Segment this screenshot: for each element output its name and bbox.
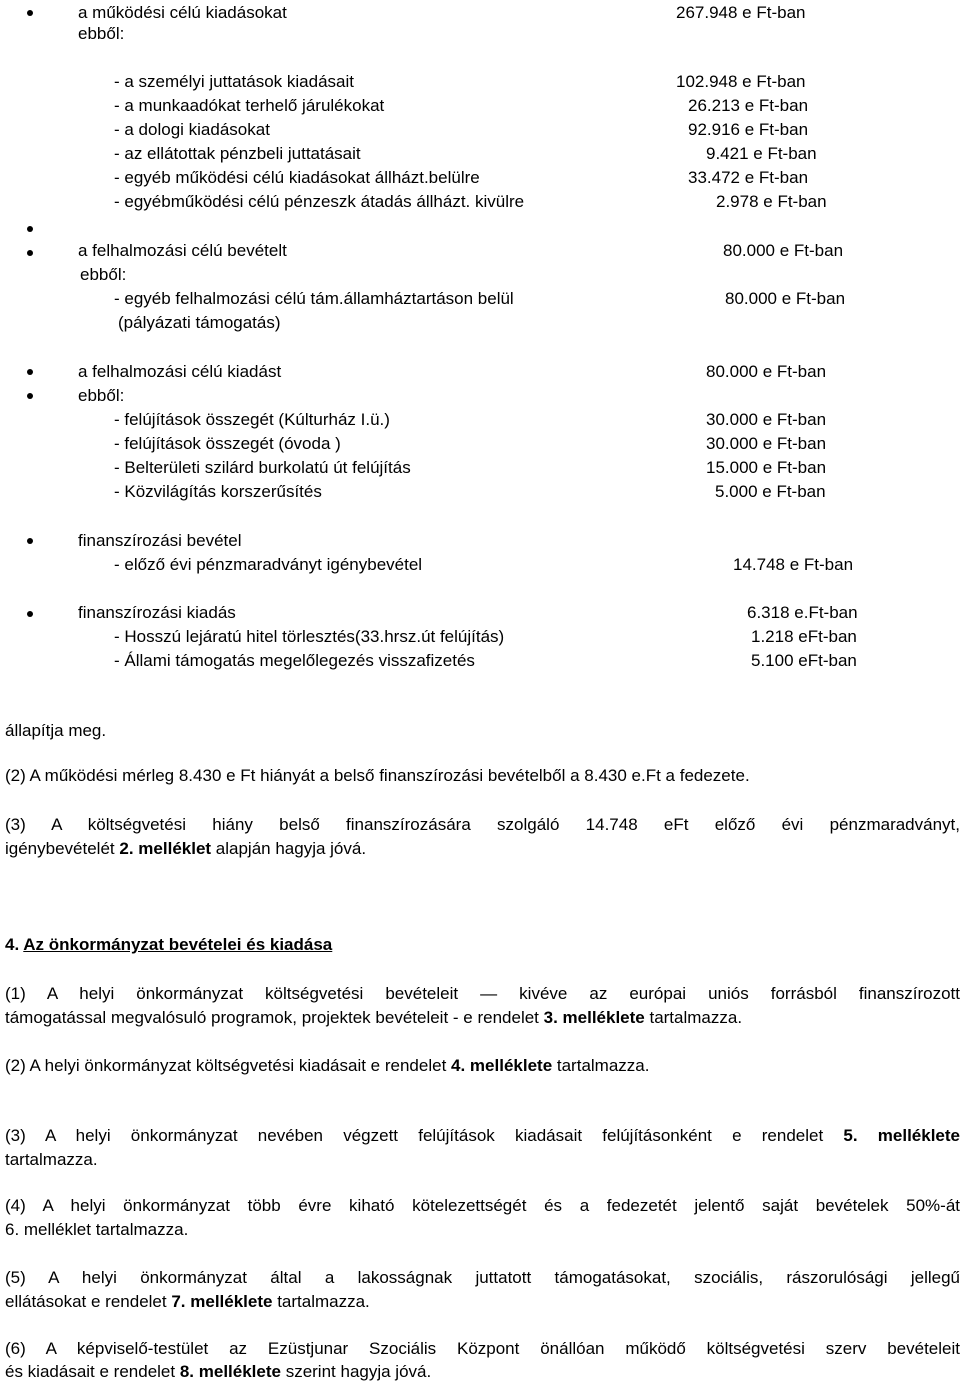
list-item-label: - felújítások összegét (óvoda )	[114, 434, 341, 453]
bullet-icon	[27, 393, 33, 399]
list-item-label: - Belterületi szilárd burkolatú út felújítás	[114, 458, 411, 477]
section-4-line-2: 6. melléklet tartalmazza.	[5, 1220, 189, 1239]
bullet-icon	[27, 538, 33, 544]
section-6-line-2: és kiadásait e rendelet 8. melléklete szerint hagyja jóvá.	[5, 1362, 432, 1381]
closing-text: állapítja meg.	[5, 721, 107, 740]
list-item-label: ebből:	[78, 24, 125, 43]
list-item-label: - felújítások összegét (Kúlturház I.ü.)	[114, 410, 390, 429]
list-item-amount: 30.000 e Ft-ban	[706, 434, 827, 453]
list-item-label: - egyébműködési célú pénzeszk átadás állházt. kivülre	[114, 192, 525, 211]
list-item-label: a felhalmozási célú bevételt	[78, 241, 287, 260]
bullet-icon	[27, 369, 33, 375]
paragraph-3-line-1: (3) A költségvetési hiány belső finanszírozására szolgáló 14.748 eFt előző évi pénzmaradványt,	[5, 815, 960, 834]
list-item-label: ebből:	[80, 265, 127, 284]
list-item-label: finanszírozási kiadás	[78, 603, 236, 622]
bullet-icon	[27, 611, 33, 617]
list-item-label: - a munkaadókat terhelő járulékokat	[114, 96, 385, 115]
list-item-amount: 5.000 e Ft-ban	[715, 482, 826, 501]
list-item-label: a működési célú kiadásokat	[78, 3, 287, 22]
section-heading: 4. Az önkormányzat bevételei és kiadása	[5, 935, 333, 954]
list-item-amount: 9.421 e Ft-ban	[706, 144, 817, 163]
list-item-label: - előző évi pénzmaradványt igénybevétel	[114, 555, 423, 574]
list-item-amount: 33.472 e Ft-ban	[688, 168, 809, 187]
section-2: (2) A helyi önkormányzat költségvetési kiadásait e rendelet 4. melléklete tartalmazza.	[5, 1056, 650, 1075]
list-item-label: - Közvilágítás korszerűsítés	[114, 482, 322, 501]
list-item-amount: 80.000 e Ft-ban	[706, 362, 827, 381]
section-1-line-1: (1) A helyi önkormányzat költségvetési bevételeit — kivéve az európai uniós forrásból finanszírozott	[5, 984, 960, 1003]
section-3-line-1: (3) A helyi önkormányzat nevében végzett felújítások kiadásait felújításonként e rendelet 5. melléklete	[5, 1126, 960, 1145]
section-5-line-1: (5) A helyi önkormányzat által a lakosságnak juttatott támogatásokat, szociális, rászorulósági jellegű	[5, 1268, 960, 1287]
list-item-label: - a személyi juttatások kiadásait	[114, 72, 354, 91]
list-item-label: - egyéb működési célú kiadásokat állházt.belülre	[114, 168, 480, 187]
paragraph-3-line-2: igénybevételét 2. melléklet alapján hagyja jóvá.	[5, 839, 367, 858]
list-item-label: - a dologi kiadásokat	[114, 120, 270, 139]
list-item-amount: 102.948 e Ft-ban	[676, 72, 806, 91]
list-item-label: - az ellátottak pénzbeli juttatásait	[114, 144, 361, 163]
section-5-line-2: ellátásokat e rendelet 7. melléklete tartalmazza.	[5, 1292, 370, 1311]
list-item-amount: 15.000 e Ft-ban	[706, 458, 827, 477]
list-item-label: finanszírozási bevétel	[78, 531, 242, 550]
list-item-amount: 267.948 e Ft-ban	[676, 3, 806, 22]
bullet-icon	[27, 226, 33, 232]
list-item-label: a felhalmozási célú kiadást	[78, 362, 282, 381]
section-1-line-2: támogatással megvalósuló programok, projektek bevételeit - e rendelet 3. melléklete tartalmazza.	[5, 1008, 743, 1027]
list-item-amount: 30.000 e Ft-ban	[706, 410, 827, 429]
list-item-label: - egyéb felhalmozási célú tám.államháztartáson belül	[114, 289, 514, 308]
section-3-line-2: tartalmazza.	[5, 1150, 98, 1169]
list-item-amount: 1.218 eFt-ban	[751, 627, 857, 646]
list-item-amount: 80.000 e Ft-ban	[725, 289, 846, 308]
list-item-amount: 5.100 eFt-ban	[751, 651, 857, 670]
section-6-line-1: (6) A képviselő-testület az Ezüstjunar Szociális Központ önállóan működő költségvetési szerv bevételeit	[5, 1339, 960, 1358]
list-item-label: (pályázati támogatás)	[118, 313, 281, 332]
bullet-icon	[27, 10, 33, 16]
list-item-amount: 14.748 e Ft-ban	[733, 555, 854, 574]
section-4-line-1: (4) A helyi önkormányzat több évre kiható kötelezettségét és a fedezetét jelentő saját bevételek 50%-át	[5, 1196, 960, 1215]
list-item-label: ebből:	[78, 386, 125, 405]
list-item-amount: 92.916 e Ft-ban	[688, 120, 809, 139]
list-item-amount: 80.000 e Ft-ban	[723, 241, 844, 260]
list-item-label: - Hosszú lejáratú hitel törlesztés(33.hrsz.út felújítás)	[114, 627, 505, 646]
list-item-amount: 2.978 e Ft-ban	[716, 192, 827, 211]
bullet-icon	[27, 250, 33, 256]
list-item-amount: 6.318 e.Ft-ban	[747, 603, 858, 622]
paragraph-2: (2) A működési mérleg 8.430 e Ft hiányát a belső finanszírozási bevételből a 8.430 e.Ft a fedezete.	[5, 766, 750, 785]
list-item-label: - Állami támogatás megelőlegezés visszafizetés	[114, 651, 475, 670]
list-item-amount: 26.213 e Ft-ban	[688, 96, 809, 115]
